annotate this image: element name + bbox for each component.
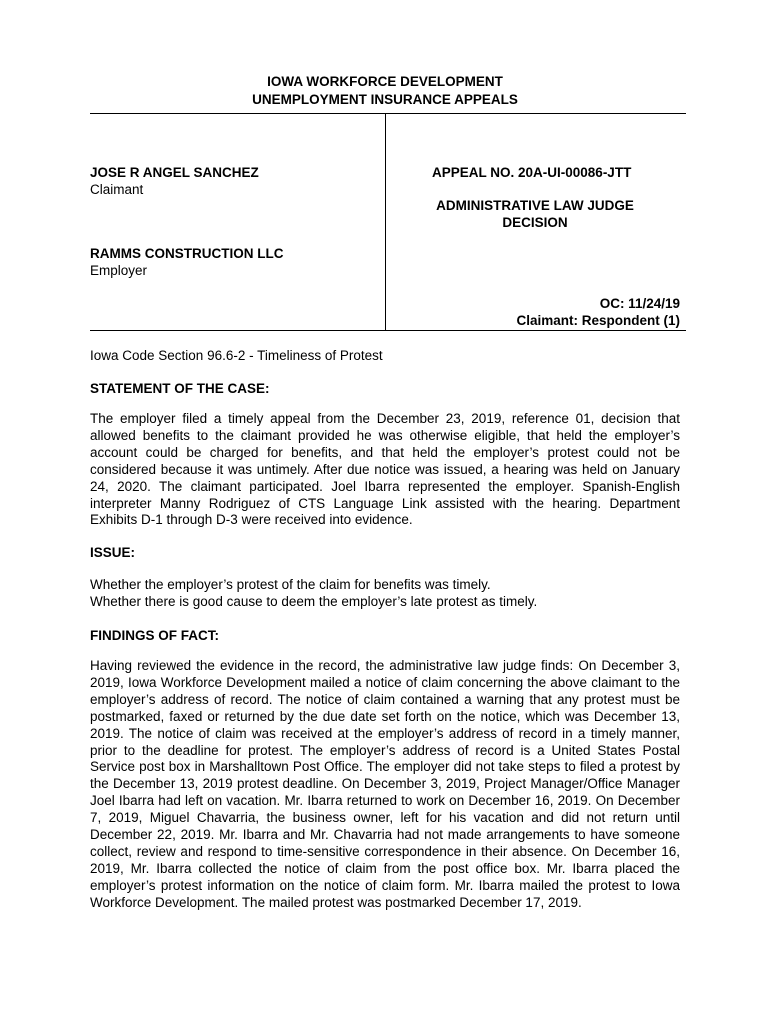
issue-heading: ISSUE: [90,545,136,560]
caption-divider [385,114,386,331]
claimant-name: JOSE R ANGEL SANCHEZ [90,165,259,180]
findings-body [90,658,680,912]
appeal-number: APPEAL NO. 20A-UI-00086-JTT [432,165,632,180]
decision-title-line2: DECISION [502,215,568,230]
decision-title-line1: ADMINISTRATIVE LAW JUDGE [436,198,634,213]
oc-date: OC: 11/24/19 [599,296,680,311]
issue-line-2: Whether there is good cause to deem the employer’s late protest as timely. [90,594,538,609]
employer-name: RAMMS CONSTRUCTION LLC [90,246,284,261]
claimant-status: Claimant: Respondent (1) [516,313,680,328]
statement-heading: STATEMENT OF THE CASE: [90,381,270,396]
code-section: Iowa Code Section 96.6-2 - Timeliness of Protest [90,348,383,363]
statement-text: The employer filed a timely appeal from the December 23, 2019, reference 01, decision that allowed benefits to the claimant provided he was otherwise eligible, that held the employer’s account could be charged for benefits, and that held the employer’s protest could not be considered because it was untimely. After due notice was issued, a hearing was held on January 24, 2020. The claimant participated. Joel Ibarra represented the employer. Spanish-English interpreter Manny Rodriguez of CTS Language Link assisted with the hearing. Department Exhibits D-1 through D-3 were received into evidence. [90,411,680,528]
employer-role: Employer [90,263,148,278]
claimant-role: Claimant [90,182,144,197]
statement-body [90,411,680,529]
agency-title: IOWA WORKFORCE DEVELOPMENT [267,74,503,89]
findings-text: Having reviewed the evidence in the record, the administrative law judge finds: On December 3, 2019, Iowa Workforce Development mailed a notice of claim concerning the above claimant to the employer’s address of record. The notice of claim contained a warning that any protest must be postmarked, faxed or returned by the due date set forth on the notice, which was December 13, 2019. The notice of claim was received at the employer’s address of record in a timely manner, prior to the deadline for protest. The employer’s address of record is a United States Postal Service post box in Marshalltown Post Office. The employer did not take steps to filed a protest by the December 13, 2019 protest deadline. On December 3, 2019, Project Manager/Office Manager Joel Ibarra had left on vacation. Mr. Ibarra returned to work on December 16, 2019. On December 7, 2019, Miguel Chavarria, the business owner, left for his vacation and did not return until December 22, 2019. Mr. Ibarra and Mr. Chavarria had not made arrangements to have someone collect, review and respond to time-sensitive correspondence in their absence. On December 16, 2019, Mr. Ibarra collected the notice of claim from the post office box. Mr. Ibarra placed the employer’s protest information on the notice of claim form. Mr. Ibarra mailed the protest to Iowa Workforce Development. The mailed protest was postmarked December 17, 2019. [90,658,680,910]
caption-bottom-divider [90,330,686,331]
division-title: UNEMPLOYMENT INSURANCE APPEALS [252,92,518,107]
header-divider [90,113,686,114]
issue-line-1: Whether the employer’s protest of the claim for benefits was timely. [90,577,491,592]
findings-heading: FINDINGS OF FACT: [90,628,219,643]
